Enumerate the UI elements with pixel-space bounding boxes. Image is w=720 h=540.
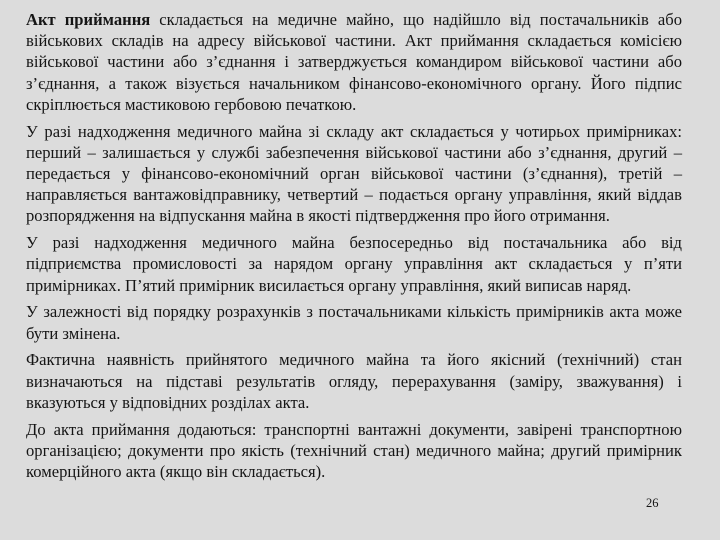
- paragraph-text: Фактична наявність прийнятого медичного майна та його якісний (технічний) стан визначаються на підставі результатів огляду, перерахування (заміру, зважування) і вказуються у відповідних розділах акта.: [26, 350, 682, 412]
- paragraph-text: У разі надходження медичного майна безпосередньо від постачальника або від підприємства промисловості за нарядом органу управління акт складається у п’яти примірниках. П’ятий примірник висилається органу управління, який виписав наряд.: [26, 233, 682, 295]
- paragraph-attachments: [26, 419, 682, 483]
- paragraph-lead-bold: Акт приймання: [26, 10, 151, 29]
- page-number: 26: [646, 496, 659, 510]
- paragraph-text: У разі надходження медичного майна зі складу акт складається у чотирьох примірниках: перший – залишається у службі забезпечення військової частини або з’єднання, другий – передається у фінансово-економічний орган військової частини (з’єднання), третій – направляється вантажовідправнику, четвертий – подається органу управління, який віддав розпорядження на відпускання майна в якості підтвердження про його отримання.: [26, 121, 682, 226]
- paragraph-warehouse-receipt: [26, 121, 682, 227]
- document-body: [26, 9, 682, 488]
- paragraph-copies-count: [26, 301, 682, 343]
- paragraph-text: До акта приймання додаються: транспортні вантажні документи, завірені транспортною організацією; документи про якість (технічний стан) медичного майна; другий примірник комерційного акта (якщо він складається).: [26, 419, 682, 482]
- paragraph-text: У залежності від порядку розрахунків з постачальниками кількість примірників акта може бути змінена.: [26, 302, 682, 343]
- paragraph-act-acceptance: [26, 9, 682, 115]
- paragraph-actual-availability: [26, 349, 682, 413]
- paragraph-text: складається на медичне майно, що надійшло від постачальників або військових складів на адресу військової частини. Акт приймання складається комісією військової частини або з’єднання і затверджується командиром військової частини або з’єднання, а також візується начальником фінансово-економічного органу. Його підпис скріплюється мастиковою гербовою печаткою.: [26, 10, 682, 114]
- paragraph-supplier-receipt: [26, 232, 682, 296]
